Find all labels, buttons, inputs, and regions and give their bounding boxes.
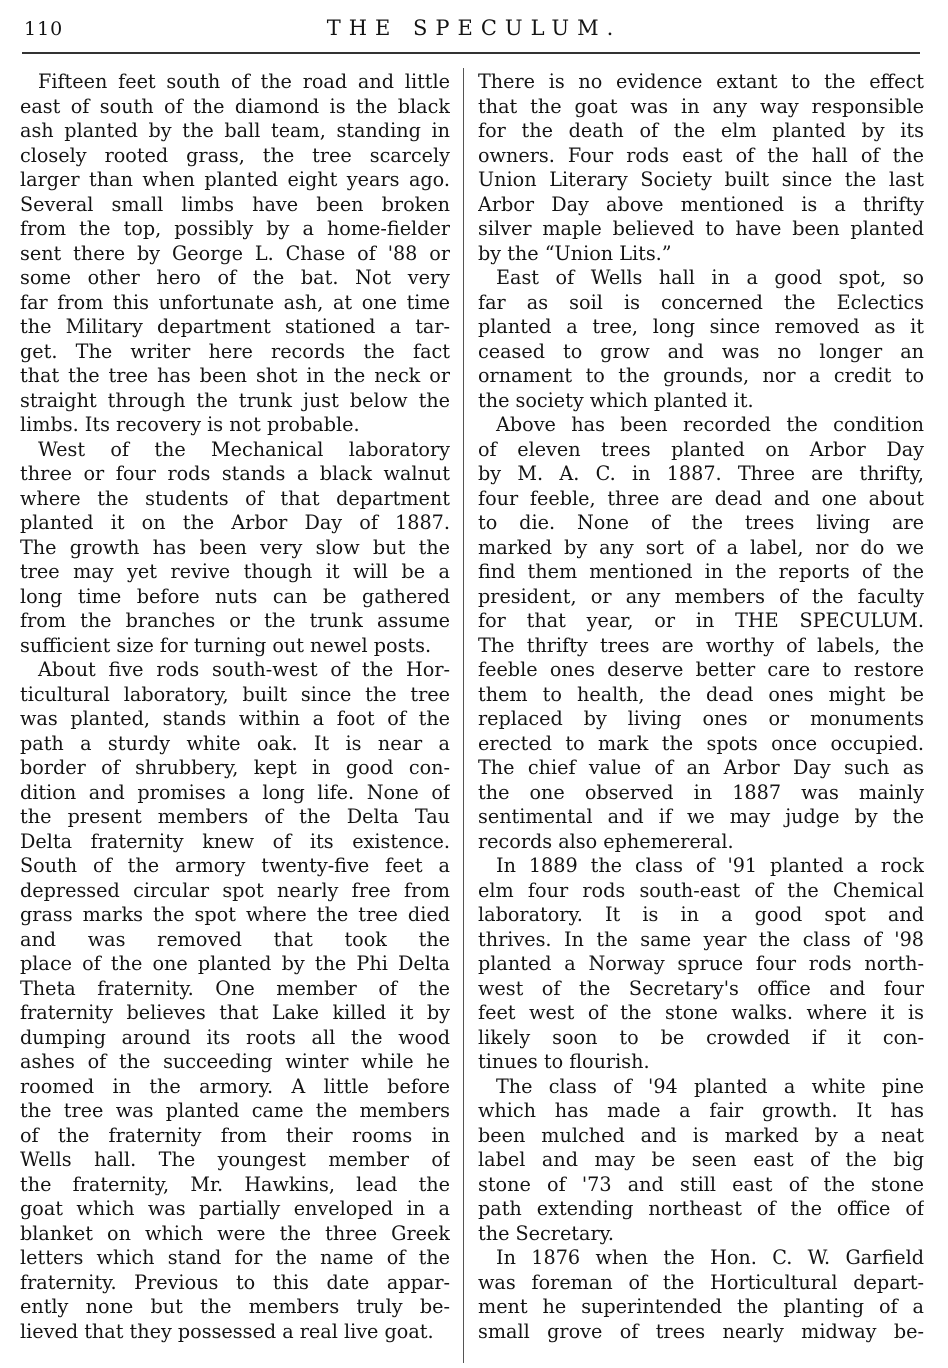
text-line: elm four rods south-east of the Chemical [478, 878, 924, 902]
text-line: the Secretary. [478, 1221, 615, 1245]
page-number: 110 [24, 18, 64, 40]
text-line: long time before nuts can be gathered [20, 584, 450, 608]
text-line: for that year, or in THE SPECULUM. [478, 609, 924, 632]
text-line: depressed circular spot nearly free from [20, 878, 450, 902]
text-line: ashes of the succeeding winter while he [20, 1050, 450, 1073]
text-line: About five rods south-west of the Hor- [38, 658, 450, 681]
text-line: letters which stand for the name of the [20, 1246, 450, 1269]
text-line: sentimental and if we may judge by the [478, 805, 924, 828]
text-line: ceased to grow and was no longer an [478, 339, 924, 363]
text-line: sufficient size for turning out newel posts. [20, 633, 432, 657]
text-line: border of shrubbery, kept in good con- [20, 756, 450, 779]
text-line: The thrifty trees are worthy of labels, the [478, 633, 924, 657]
text-line: the tree was planted came the members [20, 1099, 450, 1122]
text-line: sent there by George L. Chase of '88 or [20, 241, 450, 265]
text-line: Fifteen feet south of the road and little [38, 70, 450, 93]
text-line: lieved that they possessed a real live goat. [20, 1319, 434, 1343]
text-line: tree may yet revive though it will be a [20, 560, 450, 583]
text-line: blanket on which were the three Greek [20, 1221, 450, 1245]
text-line: and was removed that took the [20, 927, 450, 951]
text-line: ash planted by the ball team, standing in [20, 119, 450, 142]
text-line: the fraternity, Mr. Hawkins, lead the [20, 1172, 450, 1196]
text-line: replaced by living ones or monuments [478, 707, 924, 730]
text-line: larger than when planted eight years ago. [20, 168, 450, 191]
text-line: by M. A. C. in 1887. Three are thrifty, [478, 462, 924, 485]
text-line: the society which planted it. [478, 388, 754, 412]
text-line: planted a tree, long since removed as it [478, 315, 924, 338]
text-line: three or four rods stands a black walnut [20, 462, 450, 485]
text-line: for the death of the elm planted by its [478, 119, 924, 142]
text-line: silver maple believed to have been planted [478, 217, 924, 240]
text-line: ornament to the grounds, nor a credit to [478, 364, 924, 387]
text-line: South of the armory twenty-five feet a [20, 854, 450, 877]
text-line: planted a Norway spruce four rods north- [478, 952, 924, 975]
column-divider [463, 68, 464, 1363]
text-line: path a sturdy white oak. It is near a [20, 731, 450, 755]
text-line: In 1889 the class of '91 planted a rock [496, 854, 924, 877]
right-column [478, 70, 924, 1360]
text-line: far as soil is concerned the Eclectics [478, 290, 924, 314]
text-line: dumping around its roots all the wood [20, 1025, 450, 1049]
left-column [20, 70, 450, 1360]
text-line: stone of '73 and still east of the stone [478, 1172, 924, 1196]
text-line: straight through the trunk just below the [20, 388, 450, 412]
text-line: records also ephemereral. [478, 829, 734, 853]
text-line: that the goat was in any way responsible [478, 94, 924, 118]
text-line: limbs. Its recovery is not probable. [20, 413, 360, 436]
text-line: four feeble, three are dead and one about [478, 486, 924, 510]
text-line: Above has been recorded the condition [496, 413, 924, 436]
text-line: Union Literary Society built since the last [478, 168, 924, 191]
text-line: owners. Four rods east of the hall of the [478, 143, 924, 167]
text-line: president, or any members of the faculty [478, 584, 924, 608]
text-line: label and may be seen east of the big [478, 1148, 924, 1171]
text-line: feet west of the stone walks. where it is [478, 1001, 924, 1024]
text-line: them to health, the dead ones might be [478, 682, 924, 706]
text-line: The chief value of an Arbor Day such as [478, 756, 924, 779]
text-line: In 1876 when the Hon. C. W. Garfield [496, 1246, 924, 1269]
text-line: planted it on the Arbor Day of 1887. [20, 511, 450, 534]
text-line: roomed in the armory. A little before [20, 1074, 450, 1098]
page-header [0, 0, 948, 60]
text-line: ment he superintended the planting of a [478, 1295, 924, 1318]
text-line: get. The writer here records the fact [20, 339, 450, 363]
text-line: from the top, possibly by a home-fielder [20, 217, 450, 240]
text-line: The class of '94 planted a white pine [496, 1074, 924, 1098]
running-title: THE SPECULUM. [326, 16, 622, 40]
text-line: the Military department stationed a tar- [20, 315, 450, 338]
text-line: which has made a fair growth. It has [478, 1099, 924, 1122]
text-line: been mulched and is marked by a neat [478, 1123, 924, 1147]
text-line: was foreman of the Horticultural depart- [478, 1270, 924, 1294]
header-rule [22, 52, 920, 54]
text-line: marked by any sort of a label, nor do we [478, 535, 924, 559]
text-line: some other hero of the bat. Not very [20, 266, 450, 289]
text-line: thrives. In the same year the class of '98 [478, 927, 924, 951]
text-line: to die. None of the trees living are [478, 511, 924, 534]
text-line: that the tree has been shot in the neck or [20, 364, 450, 387]
text-line: closely rooted grass, the tree scarcely [20, 143, 450, 167]
text-line: tinues to flourish. [478, 1050, 650, 1073]
text-line: ticultural laboratory, built since the tree [20, 682, 450, 706]
text-line: laboratory. It is in a good spot and [478, 903, 924, 926]
text-line: fraternity believes that Lake killed it by [20, 1001, 450, 1024]
text-line: where the students of that department [20, 486, 450, 510]
text-line: find them mentioned in the reports of the [478, 560, 924, 583]
text-line: likely soon to be crowded if it con- [478, 1025, 924, 1049]
text-line: Theta fraternity. One member of the [20, 976, 450, 1000]
text-line: dition and promises a long life. None of [20, 780, 450, 804]
text-line: Wells hall. The youngest member of [20, 1148, 450, 1171]
text-line: the present members of the Delta Tau [20, 805, 450, 828]
text-line: path extending northeast of the office of [478, 1197, 924, 1220]
text-line: place of the one planted by the Phi Delta [20, 952, 450, 975]
text-line: feeble ones deserve better care to restore [478, 658, 924, 681]
text-line: far from this unfortunate ash, at one time [20, 290, 450, 314]
text-line: the one observed in 1887 was mainly [478, 780, 924, 804]
text-line: ently none but the members truly be- [20, 1295, 450, 1318]
text-line: There is no evidence extant to the effect [478, 70, 924, 93]
text-line: goat which was partially enveloped in a [20, 1197, 450, 1220]
text-line: small grove of trees nearly midway be- [478, 1319, 924, 1343]
text-line: Several small limbs have been broken [20, 192, 450, 216]
text-line: West of the Mechanical laboratory [38, 437, 450, 461]
text-line: of the fraternity from their rooms in [20, 1123, 450, 1147]
text-line: from the branches or the trunk assume [20, 609, 450, 632]
text-line: by the “Union Lits.” [478, 241, 672, 265]
text-line: The growth has been very slow but the [20, 535, 450, 559]
text-line: fraternity. Previous to this date appar- [20, 1270, 450, 1294]
text-line: was planted, stands within a foot of the [20, 707, 450, 730]
text-line: east of south of the diamond is the black [20, 94, 450, 118]
text-line: Arbor Day above mentioned is a thrifty [478, 192, 924, 216]
text-line: west of the Secretary's office and four [478, 976, 924, 1000]
text-line: Delta fraternity knew of its existence. [20, 829, 450, 853]
text-line: grass marks the spot where the tree died [20, 903, 450, 926]
text-line: erected to mark the spots once occupied. [478, 731, 924, 755]
text-line: East of Wells hall in a good spot, so [496, 266, 924, 289]
text-line: of eleven trees planted on Arbor Day [478, 437, 924, 461]
